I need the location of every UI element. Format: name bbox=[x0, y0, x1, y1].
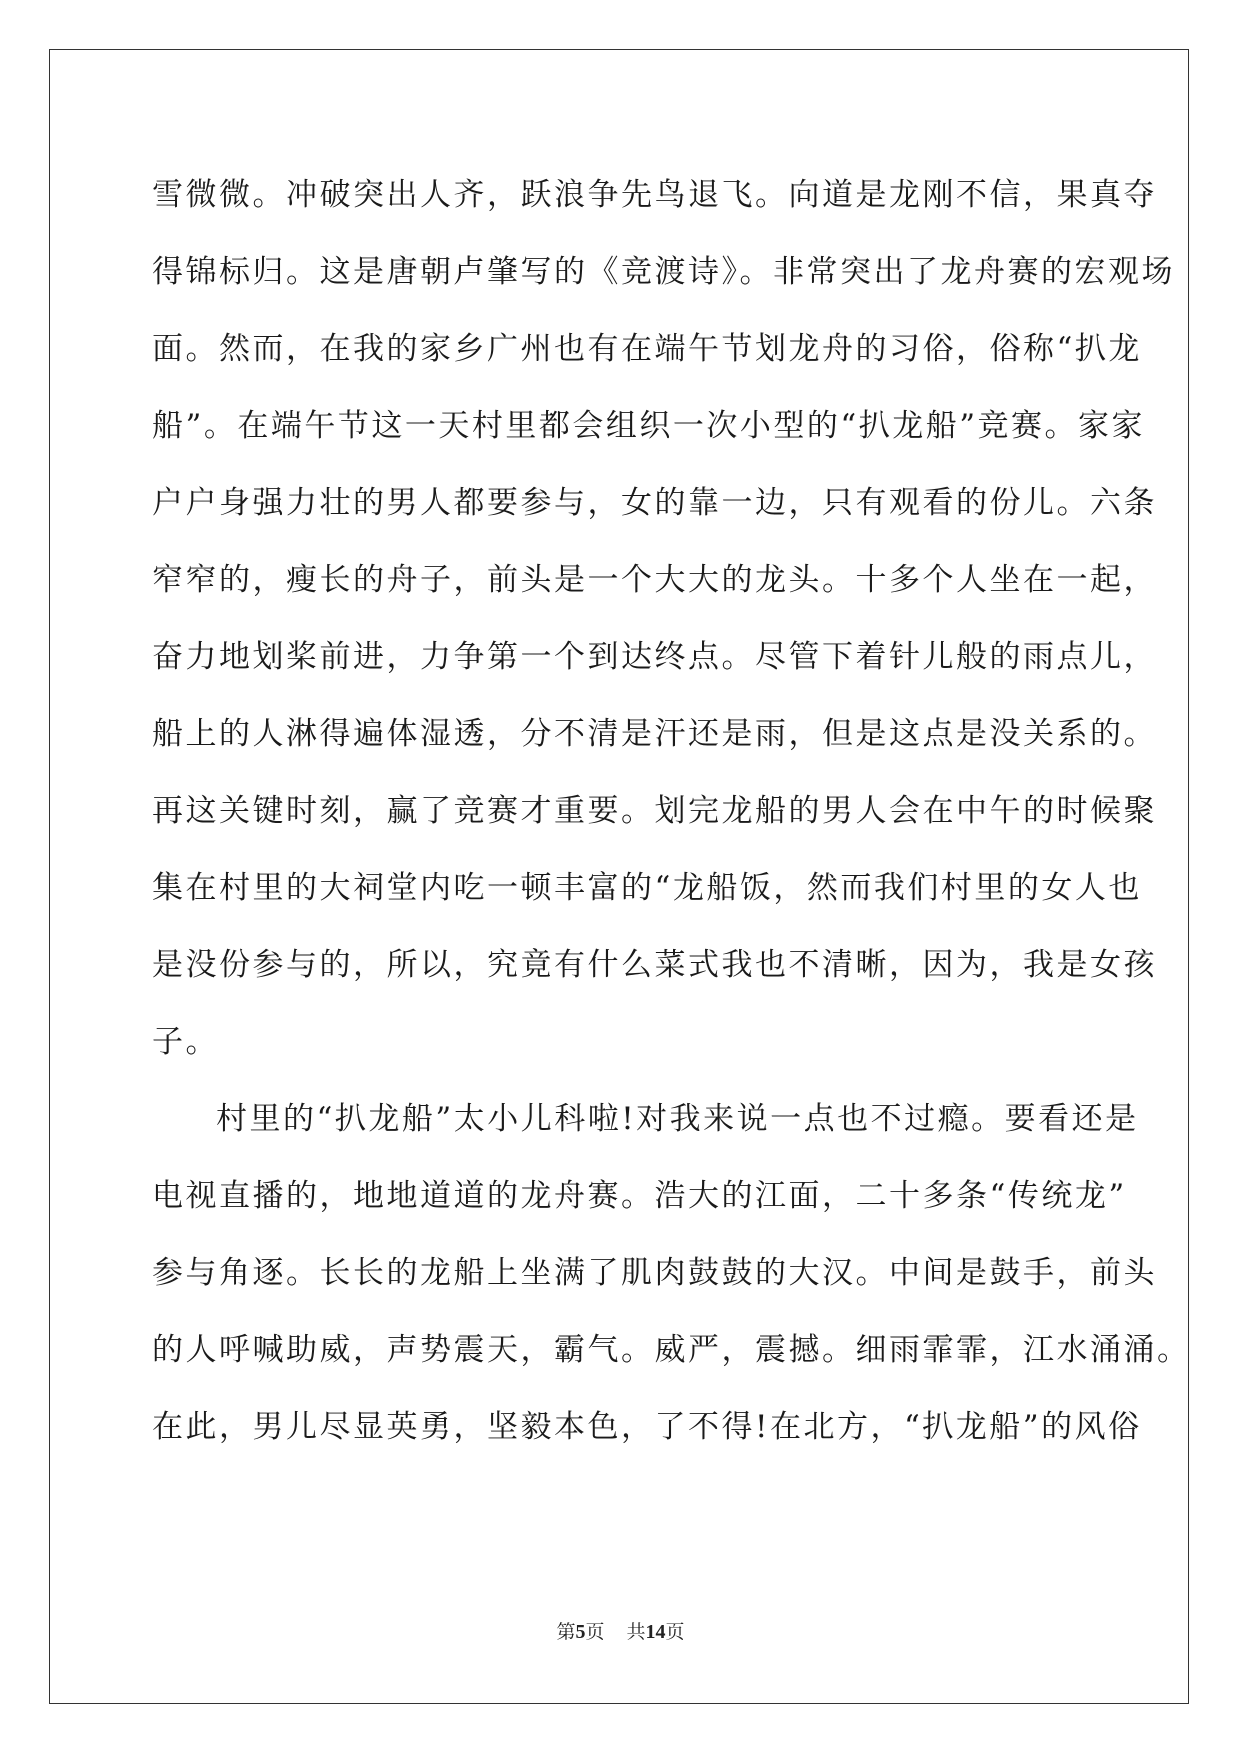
text-line: 参与角逐。长长的龙船上坐满了肌肉鼓鼓的大汉。中间是鼓手，前头 bbox=[152, 1255, 1157, 1291]
text-line: 再这关键时刻，赢了竞赛才重要。划完龙船的男人会在中午的时候聚 bbox=[152, 793, 1157, 829]
total-suffix: 页 bbox=[665, 1621, 685, 1643]
current-page-number: 5 bbox=[575, 1621, 586, 1643]
text-line: 的人呼喊助威，声势震天，霸气。威严，震撼。细雨霏霏，江水涌涌。 bbox=[152, 1332, 1191, 1368]
text-line: 是没份参与的，所以，究竟有什么菜式我也不清晰，因为，我是女孩 bbox=[152, 947, 1157, 983]
text-line: 得锦标归。这是唐朝卢肇写的《竞渡诗》。非常突出了龙舟赛的宏观场 bbox=[152, 254, 1175, 290]
text-line: 奋力地划桨前进，力争第一个到达终点。尽管下着针儿般的雨点儿， bbox=[152, 639, 1157, 675]
text-line: 船上的人淋得遍体湿透，分不清是汗还是雨，但是这点是没关系的。 bbox=[152, 716, 1157, 752]
text-line: 子。 bbox=[152, 1024, 219, 1060]
text-line: 雪微微。冲破突出人齐，跃浪争先鸟退飞。向道是龙刚不信，果真夺 bbox=[152, 177, 1157, 213]
text-line: 窄窄的，瘦长的舟子，前头是一个大大的龙头。十多个人坐在一起， bbox=[152, 562, 1157, 598]
text-line: 在此，男儿尽显英勇，坚毅本色，了不得!在北方，“扒龙船”的风俗 bbox=[152, 1409, 1142, 1445]
text-line: 电视直播的，地地道道的龙舟赛。浩大的江面，二十多条“传统龙” bbox=[152, 1178, 1127, 1214]
document-body bbox=[152, 165, 1191, 1457]
total-page-number: 14 bbox=[645, 1621, 666, 1643]
paragraph-1 bbox=[152, 165, 1175, 1089]
total-prefix: 共 bbox=[626, 1621, 646, 1643]
text-line: 船”。在端午节这一天村里都会组织一次小型的“扒龙船”竞赛。家家 bbox=[152, 408, 1146, 444]
text-line: 户户身强力壮的男人都要参与，女的靠一边，只有观看的份儿。六条 bbox=[152, 485, 1157, 521]
text-line: 村里的“扒龙船”太小儿科啦!对我来说一点也不过瘾。要看还是 bbox=[216, 1101, 1139, 1137]
page-suffix: 页 bbox=[585, 1621, 605, 1643]
text-line: 面。然而，在我的家乡广州也有在端午节划龙舟的习俗，俗称“扒龙 bbox=[152, 331, 1142, 367]
page-footer bbox=[0, 1617, 1241, 1644]
text-line: 集在村里的大祠堂内吃一顿丰富的“龙船饭，然而我们村里的女人也 bbox=[152, 870, 1142, 906]
page-prefix: 第 bbox=[556, 1621, 576, 1643]
paragraph-2 bbox=[152, 1089, 1191, 1457]
